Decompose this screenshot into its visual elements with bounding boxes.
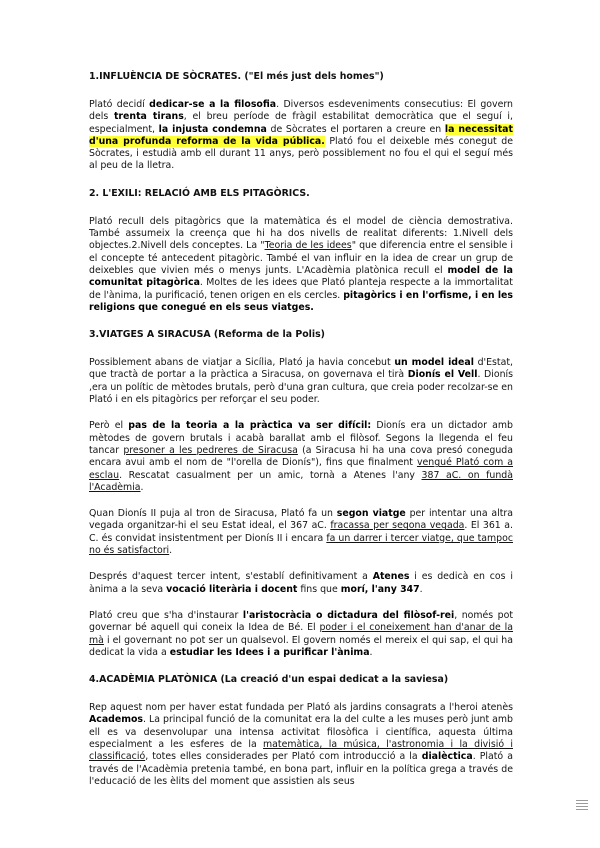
heading-academia: 4.ACADÈMIA PLATÒNICA (La creació d'un espai dedicat a la saviesa) xyxy=(89,674,449,686)
paragraph-socrates: Plató decidí dedicar-se a la filosofia. Diversos esdeveniments consecutius: El govern dels trenta tirans, el breu període de fràgil estabilitat democràtica que el seguí i, especialment, la injusta condemna de Sòcrates el portaren a creure en la necessitat d'una profunda reforma de la vida pública. Plató fou el deixeble més conegut de Sòcrates, i estudià amb ell durant 11 anys, però possiblement no fou el qui el seguí més al peu de la lletra. xyxy=(89,99,514,172)
scroll-lines-icon[interactable] xyxy=(576,800,588,814)
paragraph-pitagorics: Plató reculI dels pitagòrics que la matemàtica és el model de ciència demostrativa. També assumeix la creença que hi ha dos nivells de realitat diferents: 1.Nivell dels objectes.2.Nivell dels conceptes. La "Teoria de les idees" que diferencia entre el sensible i el concepte té antecedent pitagòric. També el van influir en la idea de crear un grup de deixebles que vivien més o menys junts. L'Acadèmia platònica recull el model de la comunitat pitagòrica. Moltes de les idees que Plató planteja respecte a la immortalitat de l'ànima, la purificació, tenen origen en els cercles. pitagòrics i en l'orfisme, i en les religions que conegué en els seus viatges. xyxy=(89,215,513,313)
paragraph-aristocracia: Plató creu que s'ha d'instaurar l'aristocràcia o dictadura del filòsof-rei, només pot governar bé aquell qui coneix la Idea de Bé. El poder i el coneixement han d'anar de la mà i el governant no pot ser un qualsevol. El govern només el mereix el qui sap, el qui ha dedicat la vida a estudiar les Idees i a purificar l'ànima. xyxy=(89,609,514,658)
heading-viatges: 3.VIATGES A SIRACUSA (Reforma de la Polis) xyxy=(89,329,325,341)
document-content xyxy=(89,70,513,802)
paragraph-atenes: Després d'aquest tercer intent, s'establí definitivament a Atenes i es dedicà en cos i ànima a la seva vocació literària i docent fins que morí, l'any 347. xyxy=(89,571,513,595)
highlighted-text: la necessitat d'una profunda reforma de la vida pública. xyxy=(89,123,513,147)
heading-socrates: 1.INFLUÈNCIA DE SÒCRATES. ("El més just dels homes") xyxy=(89,71,384,82)
heading-exili: 2. L'EXILI: RELACIÓ AMB ELS PITAGÒRICS. xyxy=(89,187,310,199)
paragraph-dionis-ii: Quan Dionís II puja al tron de Siracusa, Plató fa un segon viatge per intentar una altra vegada organitzar-hi el seu Estat ideal, el 367 aC. fracassa per segona vegada. El 361 a. C. és convidat insistentment per Dionís II i encara fa un darrer i tercer viatge, que tampoc no és satisfactori. xyxy=(89,508,514,557)
paragraph-academia: Rep aquest nom per haver estat fundada per Plató als jardins consagrats a l'heroi atenès Academos. La principal funció de la comunitat era la del culte a les muses però junt amb ell es va desenvolupar una intensa activitat filosòfica i científica, aquesta última especialment a les esferes de la matemàtica, la música, l'astronomia i la divisió i classificació, totes elles considerades per Plató com introducció a la dialèctica. Plató a través de l'Acadèmia pretenia també, en bona part, influir en la política grega a través de l'educació de les èlits del moment que assistien als seus xyxy=(89,702,513,787)
paragraph-pas-teoria: Però el pas de la teoria a la pràctica va ser difícil: Dionís era un dictador amb mètodes de govern brutals i acabà barallat amb el filòsof. Segons la llegenda el feu tancar presoner a les pedreres de Siracusa (a Siracusa hi ha una cova presó coneguda encara avui amb el nom de "l'orella de Dionís"), fins que finalment vengué Plató com a esclau. Rescatat casualment per un amic, tornà a Atenes l'any 387 aC. on fundà l'Acadèmia. xyxy=(89,420,514,493)
paragraph-model-ideal: Possiblement abans de viatjar a Sicília, Plató ja havia concebut un model ideal d'Estat, que tractà de portar a la pràctica a Siracusa, on governava el tirà Dionís el Vell. Dionís ,era un polític de mètodes brutals, però d'una gran cultura, que creia poder recolzar-se en Plató i en els pitagòrics per reforçar el seu poder. xyxy=(89,357,513,406)
